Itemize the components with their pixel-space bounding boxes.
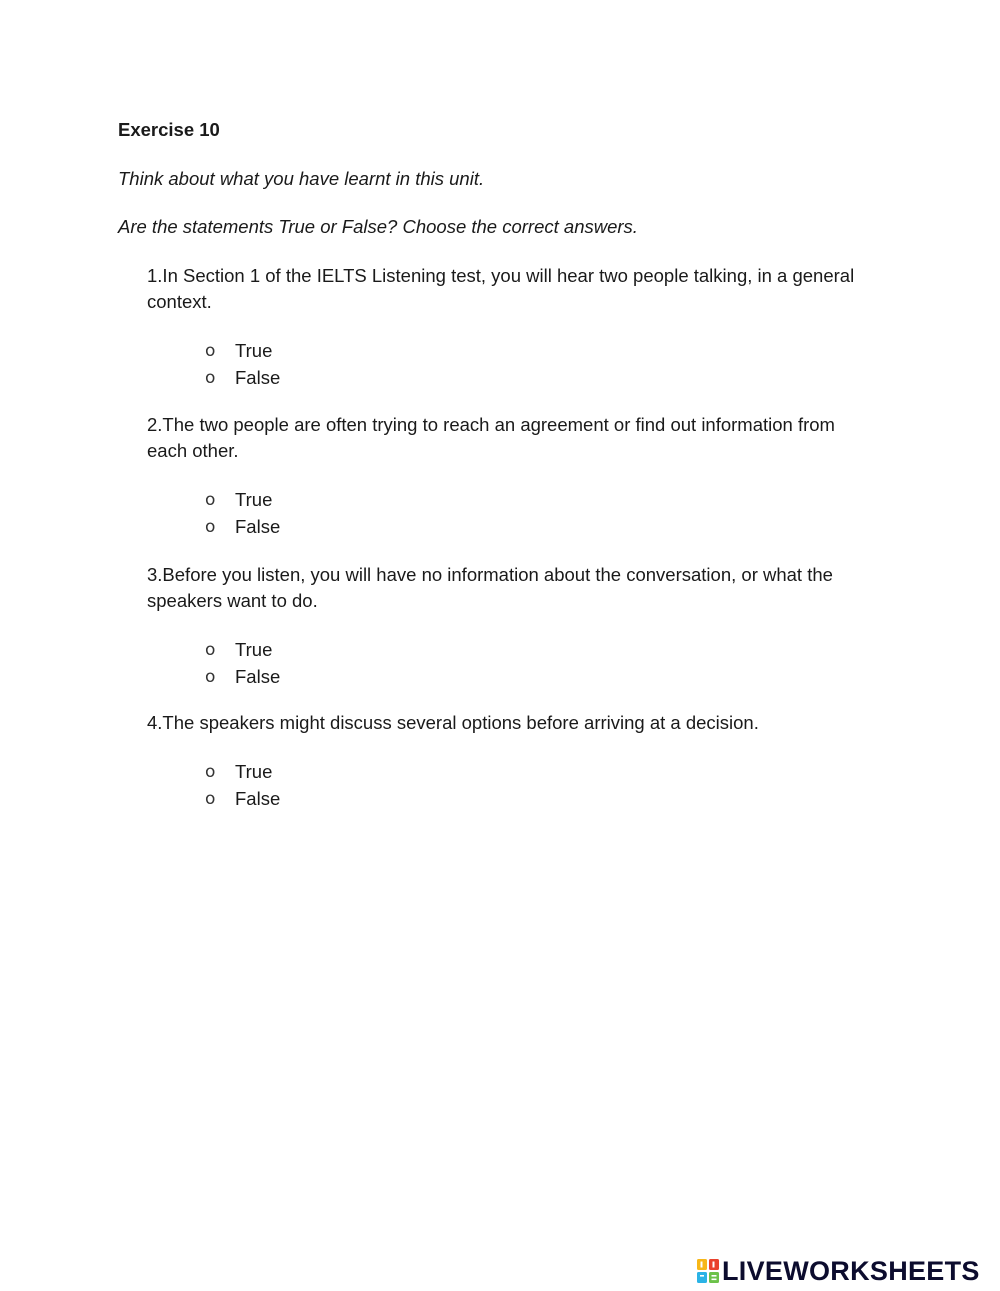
question-2: 2.The two people are often trying to reach an agreement or find out information from each other. [147,414,835,461]
question-4-options [205,759,280,812]
option-label: False [235,787,281,809]
question-3-options [205,637,280,690]
option-label: True [235,489,273,511]
liveworksheets-logo[interactable] [697,1254,980,1288]
instruction-think: Think about what you have learnt in this unit. [118,168,485,189]
option-false[interactable] [205,786,280,813]
radio-bullet-icon: o [205,788,216,809]
option-false[interactable] [205,365,280,392]
option-label: True [235,340,273,362]
option-label: True [235,639,273,661]
question-1-options [205,338,280,391]
option-false[interactable] [205,664,280,691]
option-label: True [235,761,273,783]
liveworksheets-logo-icon [697,1259,719,1283]
option-true[interactable] [205,637,280,664]
question-2-options [205,487,280,540]
radio-bullet-icon: o [205,762,216,783]
radio-bullet-icon: o [205,640,216,661]
radio-bullet-icon: o [205,341,216,362]
question-4: 4.The speakers might discuss several options before arriving at a decision. [147,712,759,733]
option-true[interactable] [205,759,280,786]
option-label: False [235,515,281,537]
option-label: False [235,665,281,687]
logo-wordmark: LIVEWORKSHEETS [722,1255,980,1286]
question-1: 1.In Section 1 of the IELTS Listening test, you will hear two people talking, in a general context. [147,265,855,312]
question-3: 3.Before you listen, you will have no information about the conversation, or what the speakers want to do. [147,564,833,611]
radio-bullet-icon: o [205,490,216,511]
option-label: False [235,366,281,388]
option-true[interactable] [205,487,280,514]
option-false[interactable] [205,514,280,541]
radio-bullet-icon: o [205,666,216,687]
instruction-true-false: Are the statements True or False? Choose the correct answers. [118,216,638,237]
radio-bullet-icon: o [205,367,216,388]
radio-bullet-icon: o [205,516,216,537]
option-true[interactable] [205,338,280,365]
exercise-title: Exercise 10 [118,119,220,140]
